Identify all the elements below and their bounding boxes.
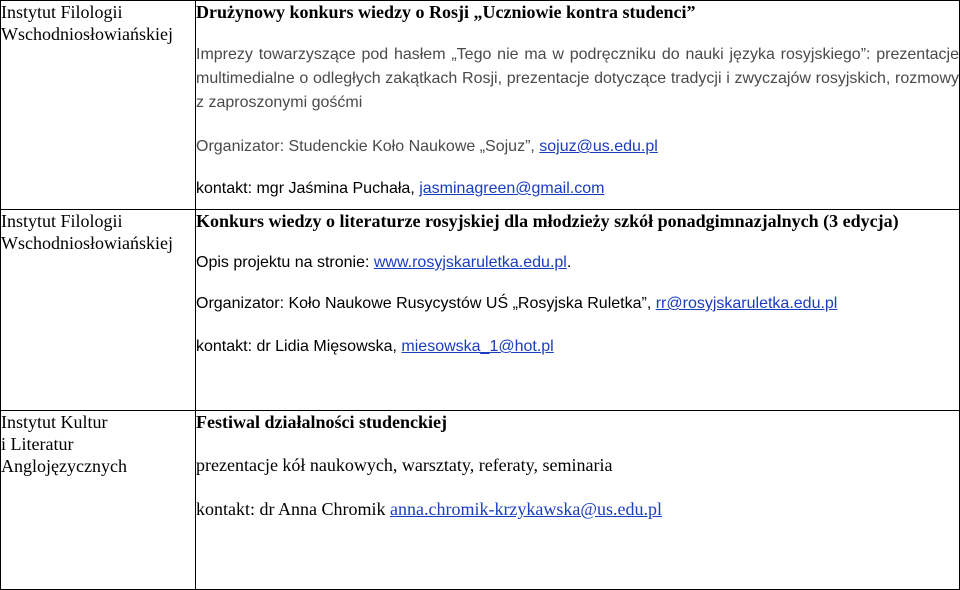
institute-name-line: Wschodniosłowiańskiej	[1, 24, 173, 44]
contact-email-link[interactable]: anna.chromik-krzykawska@us.edu.pl	[389, 499, 662, 519]
project-url-link[interactable]: www.rosyjskaruletka.edu.pl	[373, 254, 567, 271]
organizer-text: Organizator: Koło Naukowe Rusycystów UŚ „Rosyjska Ruletka”,	[196, 295, 656, 312]
institute-name-line: i Literatur	[1, 434, 74, 454]
organizer-email-link[interactable]: sojuz@us.edu.pl	[539, 138, 658, 155]
contact-text: kontakt: dr Anna Chromik	[196, 499, 390, 519]
institute-name-line: Wschodniosłowiańskiej	[1, 233, 173, 253]
contact-text: kontakt: dr Lidia Mięsowska,	[196, 338, 402, 355]
institute-name-line: Instytut Filologii	[1, 211, 123, 231]
event-contact	[196, 498, 959, 520]
event-contact	[196, 336, 959, 358]
event-project-link	[196, 252, 959, 274]
event-contact	[196, 178, 959, 200]
contact-email-link[interactable]: miesowska_1@hot.pl	[401, 338, 554, 355]
institute-cell	[1, 210, 196, 411]
institute-cell	[1, 411, 196, 590]
organizer-email-link[interactable]: rr@rosyjskaruletka.edu.pl	[655, 295, 838, 312]
event-organizer	[196, 135, 959, 159]
institute-name-line: Anglojęzycznych	[1, 456, 127, 476]
institute-name-line: Instytut Kultur	[1, 412, 108, 432]
contact-email-link[interactable]: jasminagreen@gmail.com	[419, 180, 605, 197]
contact-text: kontakt: mgr Jaśmina Puchała,	[196, 180, 420, 197]
event-cell	[196, 210, 960, 411]
event-title: Konkurs wiedzy o literaturze rosyjskiej dla młodzieży szkół ponadgimnazjalnych (3 edycja)	[196, 211, 899, 231]
table-row	[1, 1, 960, 210]
institute-cell	[1, 1, 196, 210]
event-title: Drużynowy konkurs wiedzy o Rosji „Uczniowie kontra studenci”	[196, 2, 696, 22]
project-suffix: .	[566, 254, 572, 271]
event-cell	[196, 411, 960, 590]
organizer-text: Organizator: Studenckie Koło Naukowe „Sojuz”,	[196, 138, 540, 155]
event-organizer	[196, 293, 959, 315]
event-description: Imprezy towarzyszące pod hasłem „Tego nie ma w podręczniku do nauki języka rosyjskiego”: prezentacje multimedialne o odległych zakątkach Rosji, prezentacje dotyczące tradycji i zwyczajów rosyjskich, rozmowy z zaproszonymi gośćmi	[196, 46, 959, 111]
event-cell	[196, 1, 960, 210]
table-row	[1, 210, 960, 411]
table-row	[1, 411, 960, 590]
project-text: Opis projektu na stronie:	[196, 254, 374, 271]
event-description: prezentacje kół naukowych, warsztaty, referaty, seminaria	[196, 455, 613, 475]
institute-name-line: Instytut Filologii	[1, 2, 123, 22]
event-title: Festiwal działalności studenckiej	[196, 412, 447, 432]
